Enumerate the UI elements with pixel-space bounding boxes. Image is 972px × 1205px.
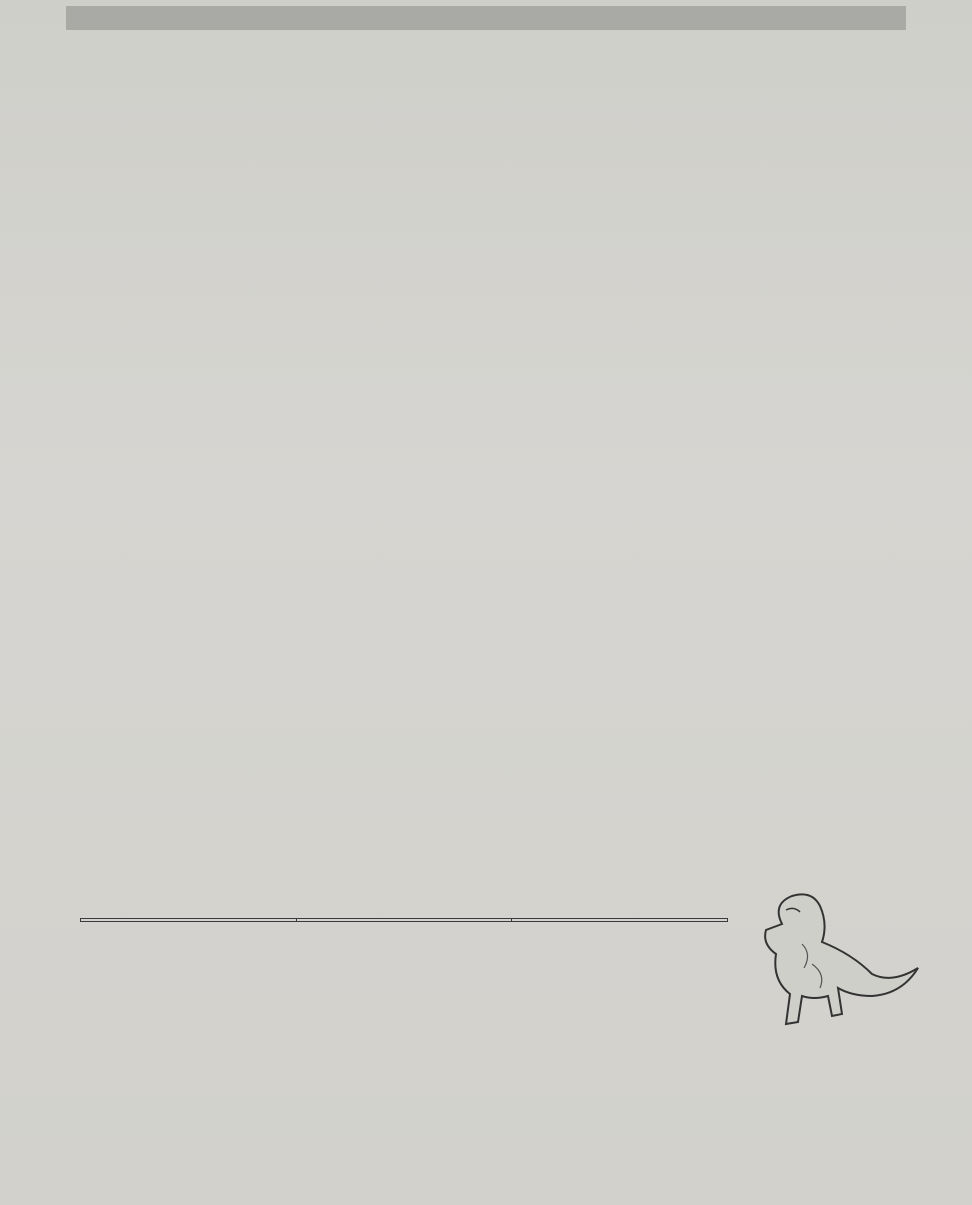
answer-table <box>44 1068 932 1152</box>
question-11 <box>60 738 910 756</box>
page-header <box>66 6 906 30</box>
table-q12 <box>80 918 728 922</box>
dinosaur-illustration <box>742 884 922 1034</box>
question-10 <box>60 614 910 632</box>
